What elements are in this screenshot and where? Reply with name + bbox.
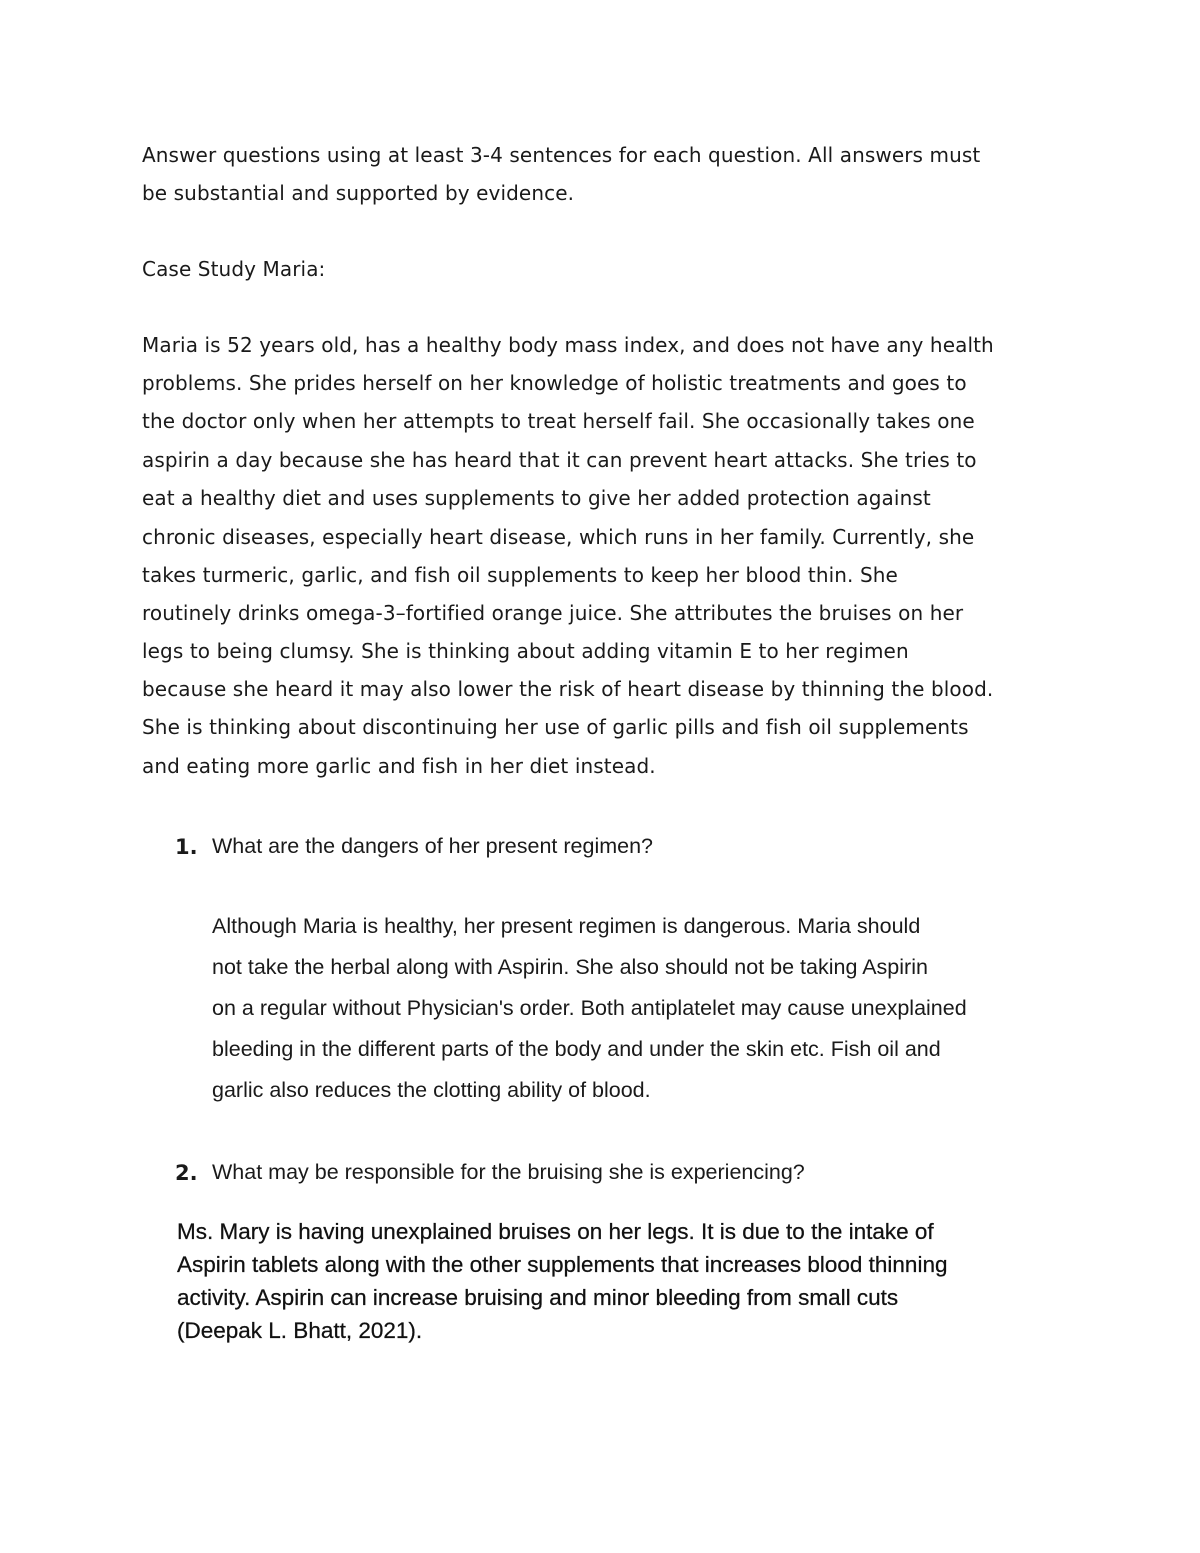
case-line: because she heard it may also lower the risk of heart disease by thinning the blood.	[142, 677, 994, 701]
case-line: takes turmeric, garlic, and fish oil supplements to keep her blood thin. She	[142, 563, 898, 587]
question-number: 2.	[175, 1161, 198, 1185]
case-line: problems. She prides herself on her knowledge of holistic treatments and goes to	[142, 371, 967, 395]
instructions-line-1: Answer questions using at least 3-4 sentences for each question. All answers must	[142, 143, 981, 167]
answer-line: Although Maria is healthy, her present regimen is dangerous. Maria should	[212, 914, 921, 938]
case-line: routinely drinks omega-3–fortified orange juice. She attributes the bruises on her	[142, 601, 964, 625]
case-line: chronic diseases, especially heart disease, which runs in her family. Currently, she	[142, 525, 975, 549]
answer-line: Aspirin tablets along with the other supplements that increases blood thinning	[177, 1252, 948, 1277]
case-line: She is thinking about discontinuing her use of garlic pills and fish oil supplements	[142, 715, 969, 739]
answer-line: bleeding in the different parts of the body and under the skin etc. Fish oil and	[212, 1037, 941, 1061]
answer-line: garlic also reduces the clotting ability of blood.	[212, 1078, 651, 1102]
answer-line: activity. Aspirin can increase bruising and minor bleeding from small cuts	[177, 1285, 899, 1310]
instructions-line-2: be substantial and supported by evidence.	[142, 181, 575, 205]
question-text: What are the dangers of her present regimen?	[212, 834, 654, 858]
case-line: legs to being clumsy. She is thinking about adding vitamin E to her regimen	[142, 639, 909, 663]
case-line: aspirin a day because she has heard that it can prevent heart attacks. She tries to	[142, 448, 977, 472]
answer-line: Ms. Mary is having unexplained bruises on her legs. It is due to the intake of	[177, 1219, 934, 1244]
answer-line: on a regular without Physician's order. Both antiplatelet may cause unexplained	[212, 996, 967, 1020]
case-line: and eating more garlic and fish in her diet instead.	[142, 754, 656, 778]
question-number: 1.	[175, 835, 198, 859]
case-title: Case Study Maria:	[142, 257, 326, 281]
question-text: What may be responsible for the bruising she is experiencing?	[212, 1160, 805, 1184]
case-line: Maria is 52 years old, has a healthy body mass index, and does not have any health	[142, 333, 994, 357]
case-line: eat a healthy diet and uses supplements to give her added protection against	[142, 486, 931, 510]
answer-line: not take the herbal along with Aspirin. She also should not be taking Aspirin	[212, 955, 928, 979]
answer-line: (Deepak L. Bhatt, 2021).	[177, 1318, 423, 1343]
case-line: the doctor only when her attempts to treat herself fail. She occasionally takes one	[142, 409, 975, 433]
